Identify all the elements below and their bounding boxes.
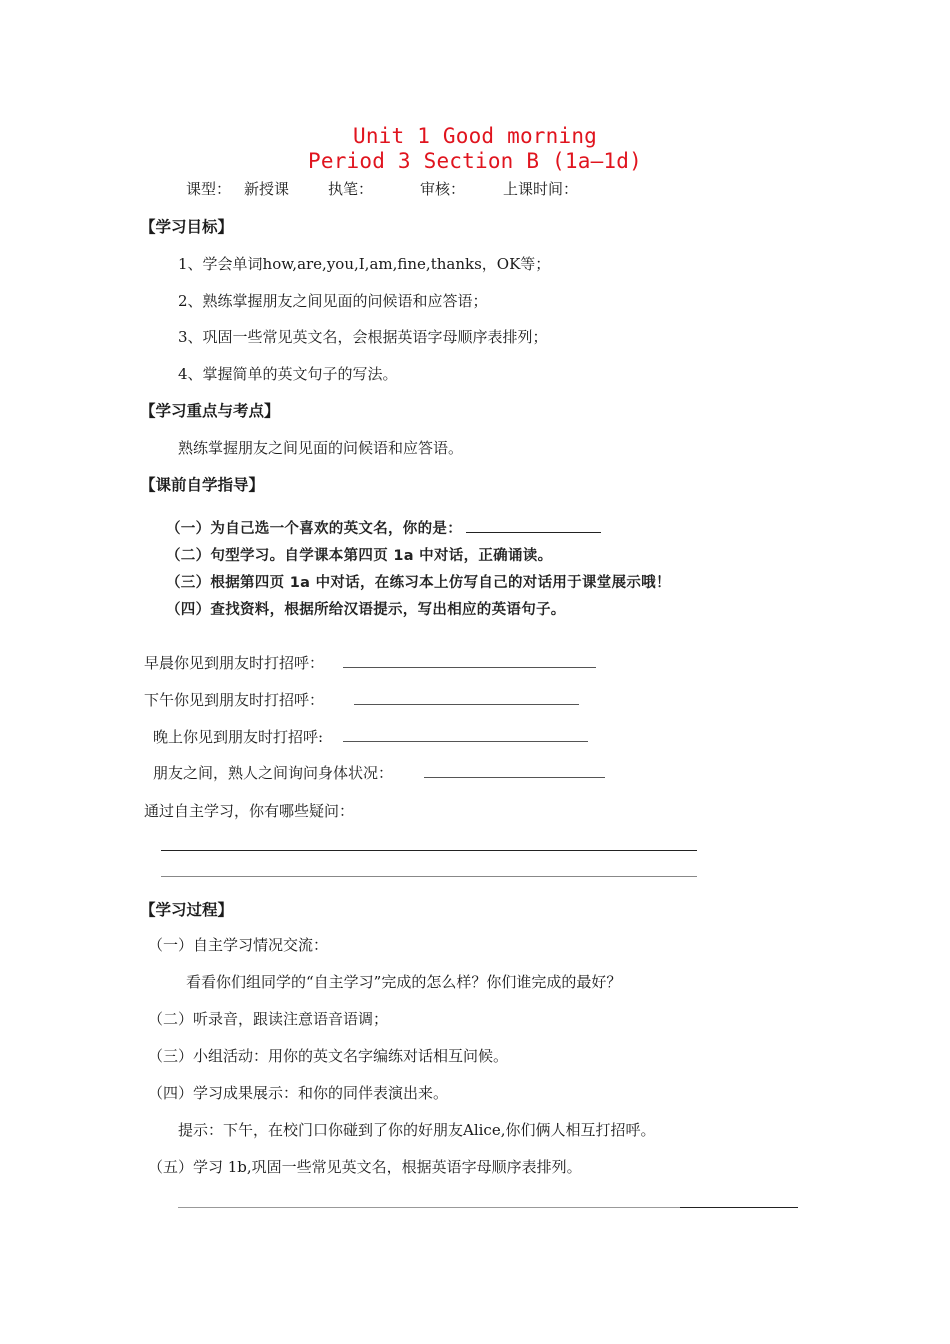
process-item: 提示：下午，在校门口你碰到了你的好朋友Alice,你们俩人相互打招呼。 bbox=[178, 1121, 656, 1139]
time-label: 上课时间： bbox=[503, 180, 579, 198]
title-period: Period 3 Section B (1a—1d) bbox=[308, 149, 642, 173]
evening-answer-blank[interactable] bbox=[343, 741, 588, 742]
preview-item-4: （四）查找资料，根据所给汉语提示，写出相应的英语句子。 bbox=[166, 602, 566, 618]
author-label: 执笔： bbox=[328, 180, 374, 198]
preview-item-2: （二）句型学习。自学课本第四页 1a 中对话，正确诵读。 bbox=[166, 548, 553, 564]
reviewer-label: 审核： bbox=[420, 180, 466, 198]
prompt-afternoon: 下午你见到朋友时打招呼： bbox=[144, 691, 325, 709]
prompt-evening: 晚上你见到朋友时打招呼: bbox=[153, 728, 324, 746]
preview-heading: 【课前自学指导】 bbox=[140, 476, 265, 494]
preview-item-text: （一）为自己选一个喜欢的英文名，你的是： bbox=[166, 521, 462, 537]
process-item: （三）小组活动：用你的英文名字编练对话相互问候。 bbox=[148, 1047, 509, 1065]
key-points-heading: 【学习重点与考点】 bbox=[140, 402, 280, 420]
questions-answer-line-1[interactable] bbox=[161, 850, 697, 851]
key-points-text: 熟练掌握朋友之间见面的问候语和应答语。 bbox=[178, 439, 464, 457]
objective-item: 4、掌握简单的英文句子的写法。 bbox=[178, 365, 398, 383]
process-item: （四）学习成果展示：和你的同伴表演出来。 bbox=[148, 1084, 449, 1102]
english-name-blank[interactable] bbox=[466, 532, 601, 533]
process-item: （一）自主学习情况交流： bbox=[148, 936, 329, 954]
objective-item: 2、熟练掌握朋友之间见面的问候语和应答语； bbox=[178, 292, 488, 310]
process-heading: 【学习过程】 bbox=[140, 901, 234, 919]
prompt-questions: 通过自主学习，你有哪些疑问： bbox=[144, 802, 355, 820]
process-item: （二）听录音，跟读注意语音语调； bbox=[148, 1010, 389, 1028]
objective-item: 3、巩固一些常见英文名，会根据英语字母顺序表排列； bbox=[178, 328, 548, 346]
preview-item-3: （三）根据第四页 1a 中对话，在练习本上仿写自己的对话用于课堂展示哦！ bbox=[166, 575, 671, 591]
title-unit: Unit 1 Good morning bbox=[352, 124, 598, 148]
process-item: （五）学习 1b,巩固一些常见英文名，根据英语字母顺序表排列。 bbox=[148, 1158, 582, 1176]
questions-answer-line-2[interactable] bbox=[161, 876, 697, 877]
objectives-heading: 【学习目标】 bbox=[140, 218, 234, 236]
health-answer-blank[interactable] bbox=[424, 777, 605, 778]
sorting-answer-line-thin[interactable] bbox=[178, 1207, 680, 1208]
lesson-type-label: 课型： bbox=[186, 180, 232, 198]
afternoon-answer-blank[interactable] bbox=[354, 704, 579, 705]
prompt-health: 朋友之间，熟人之间询问身体状况： bbox=[153, 764, 394, 782]
sorting-answer-line-dark[interactable] bbox=[680, 1207, 798, 1208]
process-item: 看看你们组同学的“自主学习”完成的怎么样？你们谁完成的最好？ bbox=[186, 973, 622, 991]
objective-item: 1、学会单词how,are,you,I,am,fine,thanks，OK等； bbox=[178, 255, 551, 273]
morning-answer-blank[interactable] bbox=[343, 667, 596, 668]
prompt-morning: 早晨你见到朋友时打招呼： bbox=[144, 654, 325, 672]
lesson-type-value: 新授课 bbox=[244, 180, 290, 198]
preview-item-1 bbox=[166, 517, 601, 538]
